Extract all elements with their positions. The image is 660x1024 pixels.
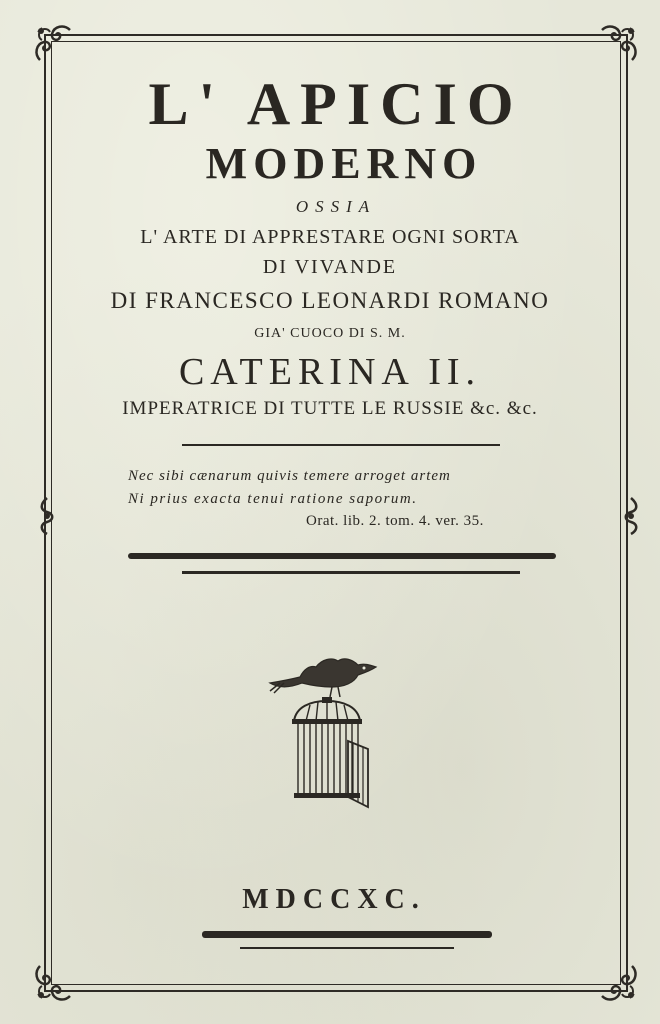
patron-name: CATERINA II.: [178, 351, 482, 393]
patron-title: IMPERATRICE DI TUTTE LE RUSSIE &c. &c.: [122, 398, 538, 419]
main-title-second-line: MODERNO: [205, 139, 483, 188]
author-role: GIA' CUOCO DI S. M.: [254, 326, 406, 341]
corner-ornament-icon: [30, 956, 80, 1006]
main-title: L' APICIO: [148, 71, 524, 137]
connector-word: OSSIA: [295, 197, 377, 216]
side-ornament-icon: [36, 496, 58, 536]
corner-ornament-icon: [30, 20, 80, 70]
divider-rule-thick: [128, 553, 556, 559]
bird-cage-icon: [266, 645, 382, 811]
corner-ornament-icon: [592, 20, 642, 70]
side-ornament-icon: [620, 496, 642, 536]
publication-year: MDCCXC.: [242, 884, 426, 915]
subtitle-line-1: L' ARTE DI APPRESTARE OGNI SORTA: [140, 226, 520, 248]
divider-rule-thin: [182, 571, 520, 574]
divider-rule-thick: [202, 931, 492, 938]
epigraph-citation: Orat. lib. 2. tom. 4. ver. 35.: [306, 513, 484, 529]
corner-ornament-icon: [592, 956, 642, 1006]
subtitle-line-2: DI VIVANDE: [262, 256, 398, 278]
divider-rule-thin: [240, 947, 454, 949]
epigraph-line-1: Nec sibi cænarum quivis temere arroget artem: [128, 468, 451, 484]
epigraph-line-2: Ni prius exacta tenui ratione saporum.: [128, 491, 418, 507]
author-line: DI FRANCESCO LEONARDI ROMANO: [110, 288, 550, 313]
divider-rule: [182, 444, 500, 446]
